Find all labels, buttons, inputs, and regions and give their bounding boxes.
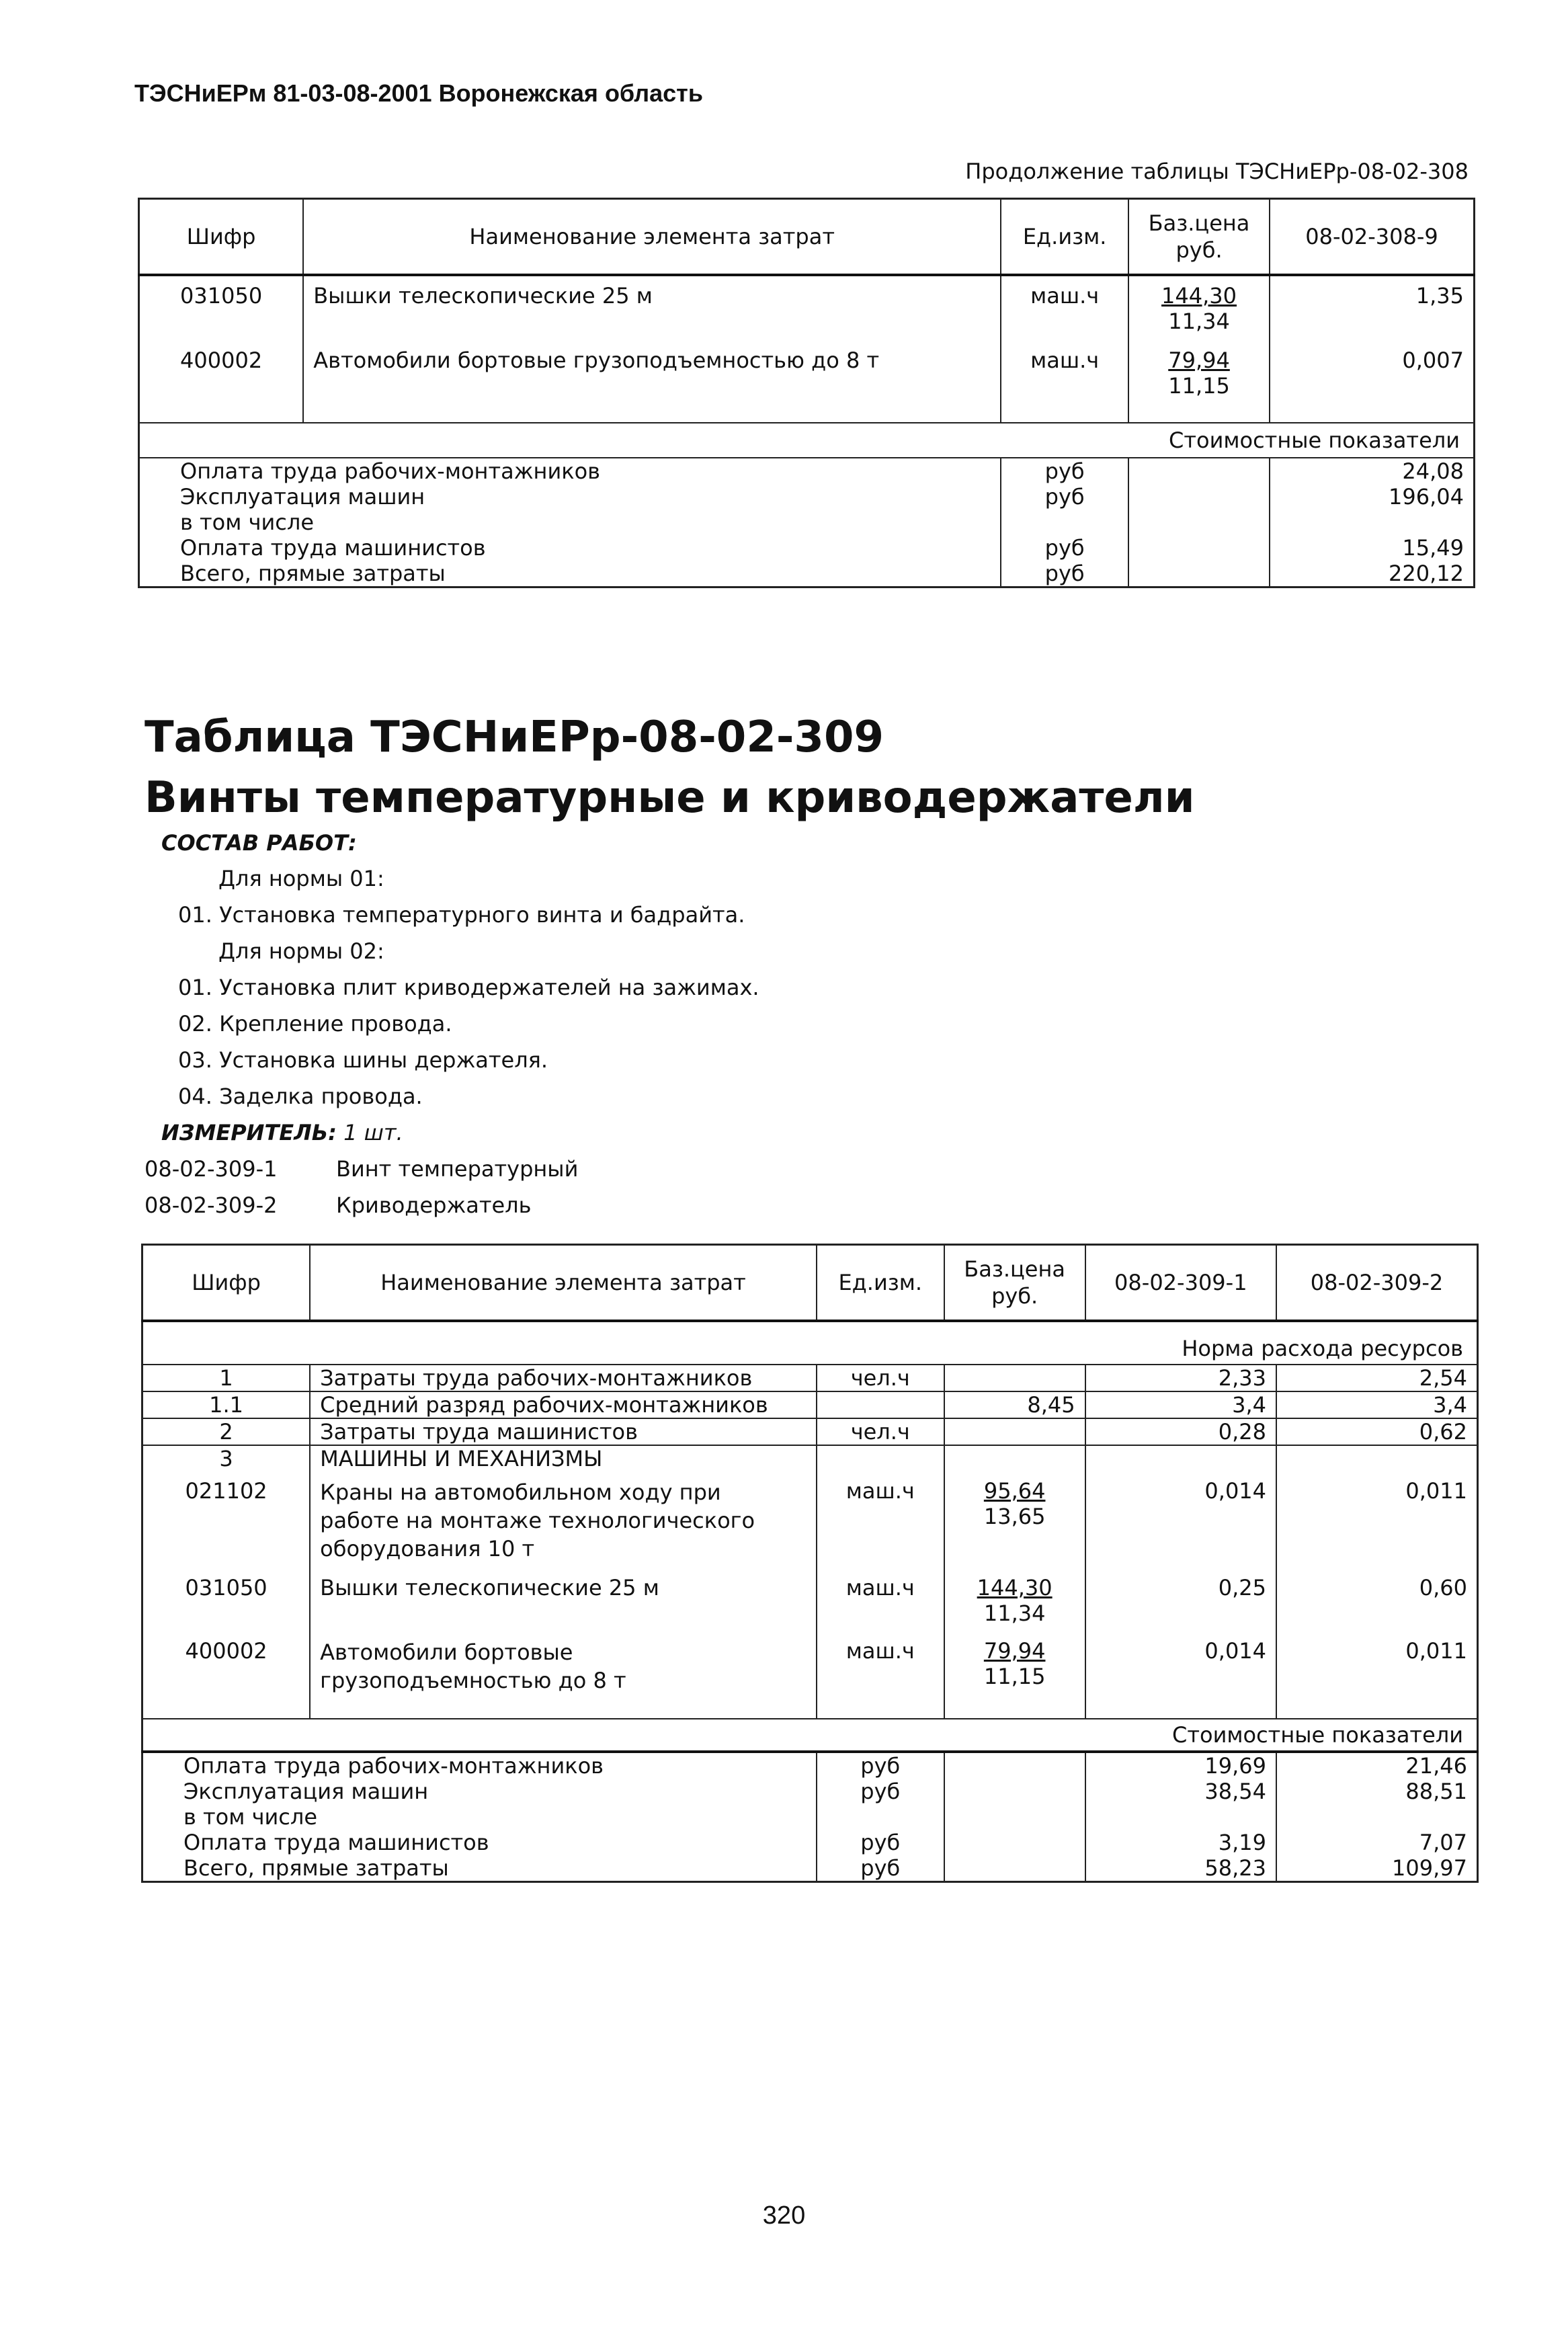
row-value-1: 3,4 xyxy=(1085,1391,1276,1418)
row-name: Вышки телескопические 25 м xyxy=(310,1563,817,1626)
cost-name: Оплата труда рабочих-монтажников xyxy=(180,458,601,484)
work-composition-label: СОСТАВ РАБОТ: xyxy=(161,830,357,856)
work-line: 02. Крепление провода. xyxy=(178,1011,452,1037)
price-sub: 13,65 xyxy=(983,1504,1046,1529)
cost-row xyxy=(142,1804,1478,1830)
table-continuation-title: Продолжение таблицы ТЭСНиЕРр-08-02-308 xyxy=(965,159,1469,184)
cost-unit: руб xyxy=(817,1779,944,1804)
col-norm1-header: 08-02-309-1 xyxy=(1085,1245,1276,1322)
cost-unit: руб xyxy=(1001,561,1128,587)
row-value: 1,35 xyxy=(1270,275,1475,334)
row-price xyxy=(944,1365,1085,1391)
row-code: 400002 xyxy=(185,1638,267,1664)
document-header: ТЭСНиЕРм 81-03-08-2001 Воронежская область xyxy=(134,79,703,107)
cost-row xyxy=(139,510,1475,535)
cost-value-2: 109,97 xyxy=(1276,1855,1477,1882)
col-unit-header: Ед.изм. xyxy=(817,1245,944,1322)
row-price xyxy=(1128,334,1270,399)
resource-table-308 xyxy=(138,198,1475,588)
meter-line xyxy=(161,1120,403,1145)
row-value-2: 0,60 xyxy=(1276,1563,1477,1626)
row-value: 0,007 xyxy=(1270,334,1475,399)
norm-code: 08-02-309-1 xyxy=(145,1156,278,1182)
cost-name: Оплата труда машинистов xyxy=(180,535,486,561)
table-row xyxy=(142,1418,1478,1445)
row-code: 400002 xyxy=(180,348,263,373)
norm-code: 08-02-309-2 xyxy=(145,1192,278,1218)
row-price xyxy=(1128,275,1270,334)
row-name: Краны на автомобильном ходу при работе на монтаже технологического оборудования 10 т xyxy=(310,1471,817,1563)
work-line: 03. Установка шины держателя. xyxy=(178,1047,548,1073)
table-row xyxy=(142,1563,1478,1626)
col-code-header: Шифр xyxy=(139,199,304,276)
cost-row xyxy=(139,561,1475,587)
price-main: 144,30 xyxy=(977,1575,1053,1600)
row-code: 021102 xyxy=(185,1478,267,1504)
row-name: Затраты труда машинистов xyxy=(310,1418,817,1445)
row-unit: чел.ч xyxy=(817,1365,944,1391)
row-value-1: 0,28 xyxy=(1085,1418,1276,1445)
col-unit-header: Ед.изм. xyxy=(1001,199,1128,276)
section-title: Таблица ТЭСНиЕРр-08-02-309 xyxy=(145,713,884,762)
table-row xyxy=(142,1391,1478,1418)
row-name: Средний разряд рабочих-монтажников xyxy=(310,1391,817,1418)
table-header-row xyxy=(142,1245,1478,1322)
cost-section-row xyxy=(139,423,1475,458)
resource-table-309 xyxy=(141,1244,1479,1883)
cost-name: Эксплуатация машин xyxy=(183,1779,429,1804)
cost-value-2: 7,07 xyxy=(1276,1830,1477,1855)
table-row xyxy=(139,275,1475,334)
table-header-row xyxy=(139,199,1475,276)
work-line: 04. Заделка провода. xyxy=(178,1084,423,1109)
row-price xyxy=(944,1471,1085,1563)
cost-value-1: 38,54 xyxy=(1085,1779,1276,1804)
table-row xyxy=(142,1471,1478,1563)
table-row xyxy=(142,1626,1478,1695)
price-main: 79,94 xyxy=(1168,348,1230,373)
cost-name: Оплата труда машинистов xyxy=(183,1830,489,1855)
row-unit: маш.ч xyxy=(817,1471,944,1563)
cost-row xyxy=(142,1855,1478,1882)
row-code: 1.1 xyxy=(209,1392,244,1418)
meter-value: 1 шт. xyxy=(343,1120,403,1145)
price-sub: 11,15 xyxy=(1168,373,1230,399)
row-unit: маш.ч xyxy=(1001,275,1128,334)
table-row xyxy=(142,1365,1478,1391)
row-name: Автомобили бортовые грузоподъемностью до 8 т xyxy=(310,1626,817,1695)
cost-name: в том числе xyxy=(180,510,314,535)
row-value-2: 0,62 xyxy=(1276,1418,1477,1445)
meter-label: ИЗМЕРИТЕЛЬ: xyxy=(161,1120,337,1145)
cost-name: Всего, прямые затраты xyxy=(183,1855,449,1881)
col-norm-header: 08-02-308-9 xyxy=(1270,199,1475,276)
cost-section-label: Стоимостные показатели xyxy=(142,1719,1478,1752)
cost-name: Оплата труда рабочих-монтажников xyxy=(183,1753,604,1779)
section-subtitle: Винты температурные и криводержатели xyxy=(145,773,1195,823)
row-value-1: 0,25 xyxy=(1085,1563,1276,1626)
row-value-2: 0,011 xyxy=(1276,1471,1477,1563)
row-name: Затраты труда рабочих-монтажников xyxy=(310,1365,817,1391)
work-line: 01. Установка плит криводержателей на зажимах. xyxy=(178,975,759,1000)
price-main: 79,94 xyxy=(983,1638,1046,1664)
row-value-2: 2,54 xyxy=(1276,1365,1477,1391)
row-value-2: 3,4 xyxy=(1276,1391,1477,1418)
cost-unit: руб xyxy=(1001,458,1128,484)
cost-row xyxy=(139,535,1475,561)
cost-unit: руб xyxy=(1001,484,1128,510)
cost-section-row xyxy=(142,1719,1478,1752)
work-line: Для нормы 01: xyxy=(218,866,384,891)
col-name-header: Наименование элемента затрат xyxy=(303,199,1001,276)
row-price xyxy=(944,1418,1085,1445)
norm-section-label: Норма расхода ресурсов xyxy=(1182,1336,1463,1361)
row-name: Автомобили бортовые грузоподъемностью до 8 т xyxy=(303,334,1001,399)
row-code: 1 xyxy=(219,1365,233,1391)
table-row xyxy=(139,334,1475,399)
cost-row xyxy=(139,458,1475,484)
cost-value-1: 19,69 xyxy=(1085,1752,1276,1779)
cost-value: 24,08 xyxy=(1270,458,1475,484)
col-name-header: Наименование элемента затрат xyxy=(310,1245,817,1322)
row-code: 3 xyxy=(219,1446,233,1471)
cost-unit: руб xyxy=(1001,535,1128,561)
row-name: МАШИНЫ И МЕХАНИЗМЫ xyxy=(310,1445,817,1471)
row-unit xyxy=(817,1391,944,1418)
norm-section-row xyxy=(142,1321,1478,1365)
row-unit: маш.ч xyxy=(817,1563,944,1626)
page-number: 320 xyxy=(762,2201,806,2230)
work-line: 01. Установка температурного винта и бадрайта. xyxy=(178,902,745,928)
row-price xyxy=(944,1626,1085,1695)
cost-row xyxy=(142,1752,1478,1779)
cost-name: в том числе xyxy=(183,1804,317,1830)
price-sub: 11,34 xyxy=(983,1600,1046,1626)
table-row xyxy=(142,1445,1478,1471)
cost-value: 196,04 xyxy=(1270,484,1475,510)
cost-unit: руб xyxy=(817,1855,944,1882)
col-price-header: Баз.цена руб. xyxy=(1128,199,1270,276)
cost-value: 220,12 xyxy=(1270,561,1475,587)
cost-row xyxy=(142,1779,1478,1804)
cost-row xyxy=(139,484,1475,510)
cost-value-2: 21,46 xyxy=(1276,1752,1477,1779)
cost-name: Эксплуатация машин xyxy=(180,484,425,510)
norm-name: Криводержатель xyxy=(336,1192,532,1218)
row-value-1: 2,33 xyxy=(1085,1365,1276,1391)
price-main: 144,30 xyxy=(1161,283,1237,309)
col-price-header: Баз.цена руб. xyxy=(944,1245,1085,1322)
row-price xyxy=(944,1563,1085,1626)
row-code: 2 xyxy=(219,1419,233,1445)
row-value-1: 0,014 xyxy=(1085,1471,1276,1563)
cost-unit: руб xyxy=(817,1830,944,1855)
row-price: 8,45 xyxy=(944,1391,1085,1418)
cost-value: 15,49 xyxy=(1270,535,1475,561)
col-code-header: Шифр xyxy=(142,1245,311,1322)
row-unit: чел.ч xyxy=(817,1418,944,1445)
row-value-2: 0,011 xyxy=(1276,1626,1477,1695)
cost-name: Всего, прямые затраты xyxy=(180,561,446,586)
cost-unit: руб xyxy=(817,1752,944,1779)
row-code: 031050 xyxy=(185,1575,267,1600)
row-unit: маш.ч xyxy=(817,1626,944,1695)
price-sub: 11,34 xyxy=(1168,309,1230,334)
work-line: Для нормы 02: xyxy=(218,938,384,964)
price-main: 95,64 xyxy=(983,1478,1046,1504)
cost-value-2: 88,51 xyxy=(1276,1779,1477,1804)
cost-value-1: 58,23 xyxy=(1085,1855,1276,1882)
col-norm2-header: 08-02-309-2 xyxy=(1276,1245,1477,1322)
row-code: 031050 xyxy=(180,283,263,309)
row-value-1: 0,014 xyxy=(1085,1626,1276,1695)
cost-row xyxy=(142,1830,1478,1855)
cost-value-1: 3,19 xyxy=(1085,1830,1276,1855)
price-sub: 11,15 xyxy=(983,1664,1046,1689)
row-name: Вышки телескопические 25 м xyxy=(303,275,1001,334)
cost-section-label: Стоимостные показатели xyxy=(139,423,1475,458)
row-unit: маш.ч xyxy=(1001,334,1128,399)
norm-name: Винт температурный xyxy=(336,1156,579,1182)
